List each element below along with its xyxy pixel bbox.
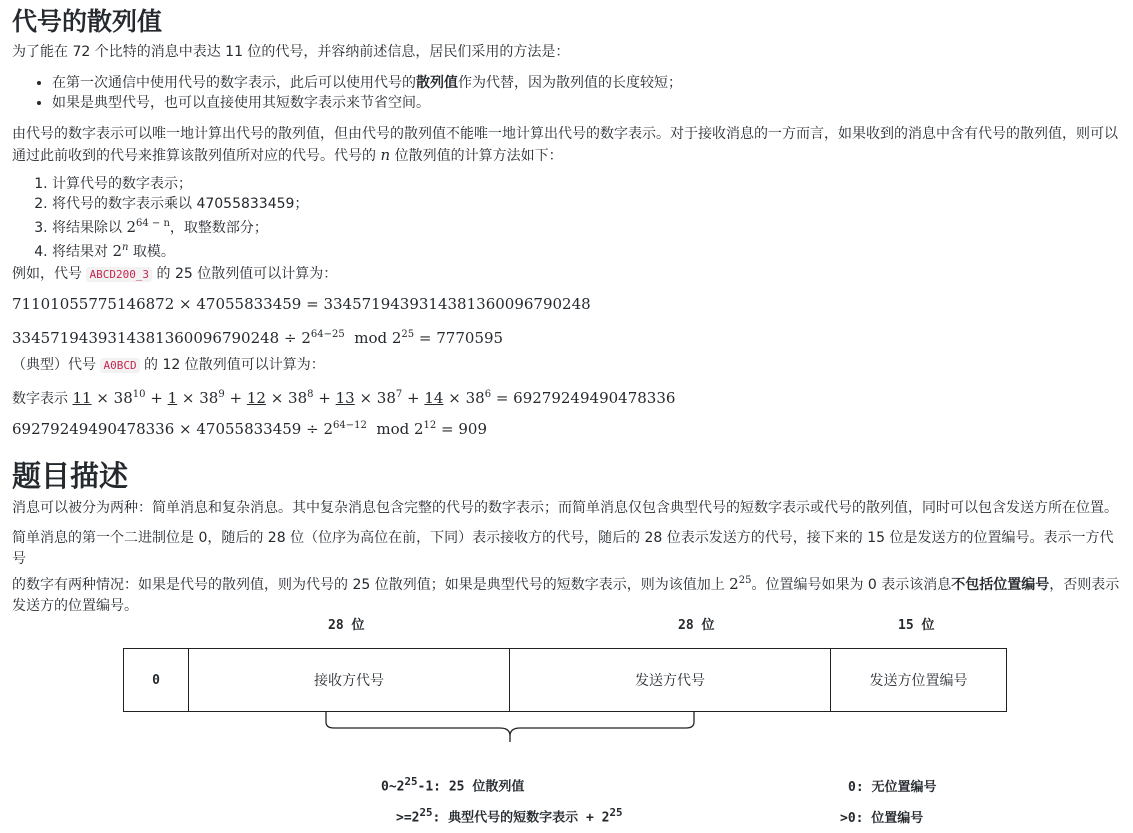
cell-sender-position: 发送方位置编号 — [830, 648, 1007, 712]
cell-leading-zero: 0 — [123, 648, 189, 712]
note-position: >0: 位置编号 — [840, 811, 924, 826]
example2-intro: （典型）代号 A0BCD 的 12 位散列值可以计算为： — [12, 357, 325, 373]
method-item-short: • 如果是典型代号，也可以直接使用其短数字表示来节省空间。 — [52, 93, 682, 113]
step-item: 4. 将结果对 2$^n$ 取模。 — [52, 238, 308, 262]
method-item-hash: • 在第一次通信中使用代号的数字表示，此后可以使用代号的散列值作为代替，因为散列值的长度较短； — [52, 73, 682, 93]
step-item: 2. 将代号的数字表示乘以 47055833459； — [52, 194, 308, 214]
note-no-position: 0: 无位置编号 — [848, 780, 937, 795]
step-item: 1. 计算代号的数字表示； — [52, 174, 308, 194]
example1-intro: 例如，代号 ABCD200_3 的 25 位散列值可以计算为： — [12, 266, 338, 282]
bits-label-send: 28 位 — [678, 618, 715, 633]
equation-3: 数字表示 $11 \times 38^{10} + 1 \times 38^9 + 12 \times 38^8 + 13 \times 38^7 + 14 \times 38^6 = 69279249490478336$ — [12, 389, 676, 407]
equation-4: $69279249490478336 \times 47055833459 \div 2^{64-12}$ mod $2^{12} = 909$ — [12, 420, 488, 438]
hash-explain-paragraph: 由代号的数字表示可以唯一地计算出代号的散列值，但由代号的散列值不能唯一地计算出代号的数字表示。对于接收消息的一方而言，如果收到的消息中含有代号的散列值，则可以 通过此前收到的代号来推算该散列值所对应的代号。代号的 n 位散列值的计算方法如下： — [12, 126, 1118, 164]
section-title-problem: 题目描述 — [12, 459, 129, 493]
callsign-code: A0BCD — [100, 358, 139, 373]
note-hash-range: $0\sim 2^{25}-1$: 25 位散列值 — [381, 775, 525, 795]
note-short-range: $>=2^{25}$: 典型代号的短数字表示 + $2^{25}$ — [396, 806, 623, 826]
equation-2: $3345719439314381360096790248 \div 2^{64-25}$ mod $2^{25} = 7770595$ — [12, 329, 504, 347]
desc-paragraph-2: 简单消息的第一个二进制位是 0，随后的 28 位（位序为高位在前，下同）表示接收方的代号，随后的 28 位表示发送方的代号，接下来的 15 位是发送方的位置编号。表示一方代号 的数字有两种情况：如果是代号的散列值，则为代号的 25 位散列值；如果是典型代号的短数字表示，则为该值加上 $2^{25}$。位置编号如果为 0 表示该消息不包括位置编号，否则表示 发送方的位置编号。 — [12, 530, 1120, 614]
callsign-code: ABCD200_3 — [86, 267, 152, 282]
cell-receiver-callsign: 接收方代号 — [188, 648, 510, 712]
desc-paragraph-1: 消息可以被分为两种：简单消息和复杂消息。其中复杂消息包含完整的代号的数字表示；而简单消息仅包含典型代号的短数字表示或代号的散列值，同时可以包含发送方所在位置。 — [12, 500, 1118, 516]
section-title-hash: 代号的散列值 — [12, 7, 163, 36]
intro-paragraph: 为了能在 72 个比特的消息中表达 11 位的代号，并容纳前述信息，居民们采用的方法是： — [12, 44, 570, 60]
equation-1: 71101055775146872 × 47055833459 = 3345719439314381360096790248 — [12, 295, 591, 313]
bits-label-pos: 15 位 — [898, 618, 935, 633]
step-item: 3. 将结果除以 $2^{64 - n}$，取整数部分； — [52, 214, 308, 238]
bits-label-recv: 28 位 — [328, 618, 365, 633]
cell-sender-callsign: 发送方代号 — [509, 648, 831, 712]
